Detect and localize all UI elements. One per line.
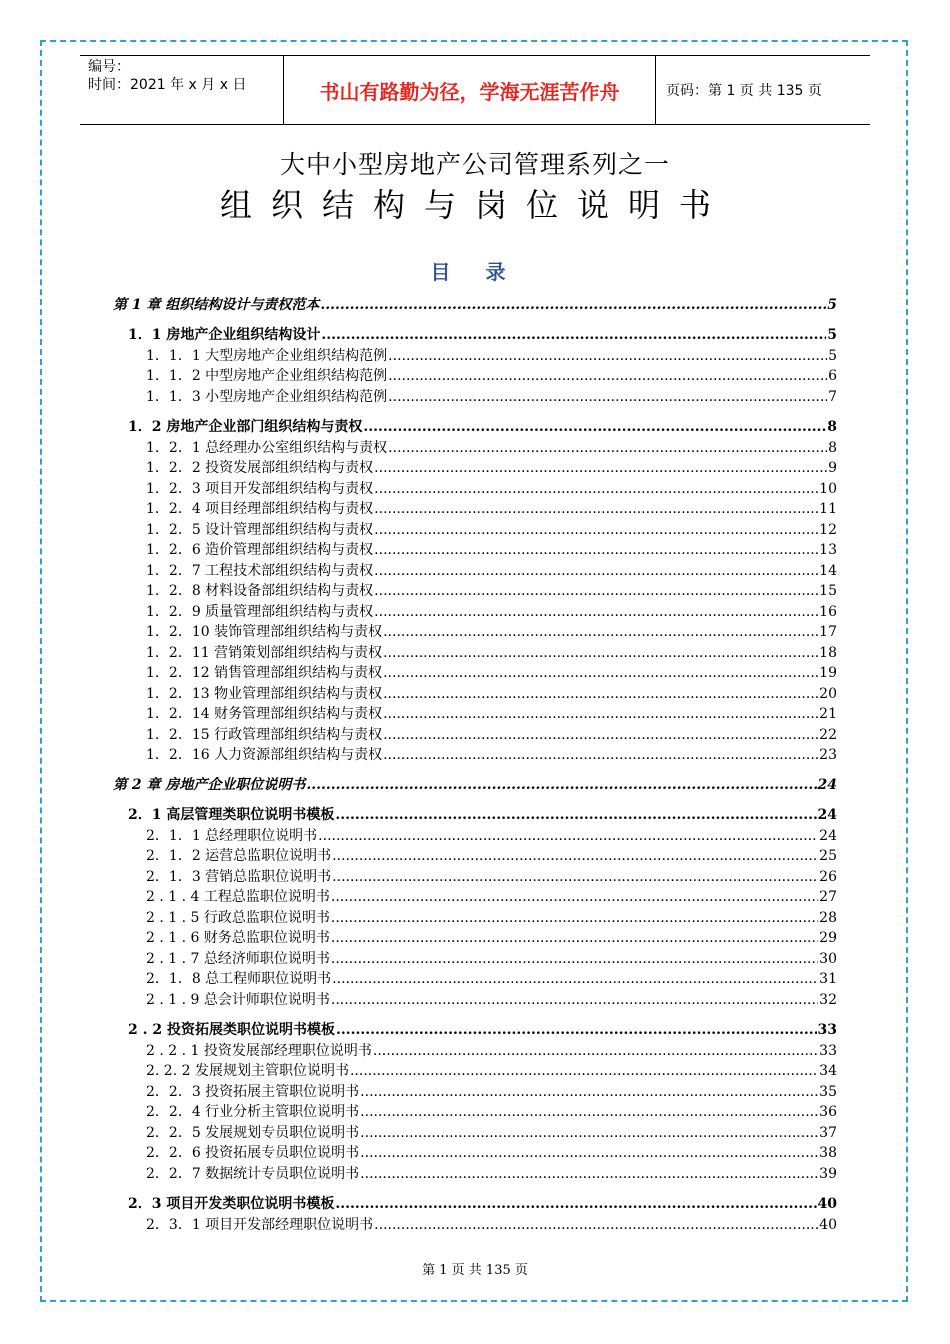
toc-entry-label: 1．2 房地产企业部门组织结构与责权 [128, 419, 363, 435]
toc-entry-page: 8 [827, 419, 837, 435]
document-number-label: 编号： [88, 59, 130, 75]
toc-leader-dots [388, 440, 827, 456]
toc-entry-page: 13 [819, 542, 837, 558]
toc-entry-page: 6 [828, 368, 837, 384]
toc-entry[interactable] [146, 437, 837, 457]
page-footer: 第 1 页 共 135 页 [422, 1263, 528, 1278]
toc-entry[interactable] [128, 324, 837, 344]
toc-leader-dots [374, 1217, 818, 1233]
toc-entry[interactable] [146, 1214, 837, 1234]
toc-entry-label: 2．1．2 运营总监职位说明书 [146, 848, 332, 864]
toc-entry-label: 2．1．8 总工程师职位说明书 [146, 971, 332, 987]
toc-entry[interactable] [146, 1101, 837, 1121]
toc-entry-page: 24 [817, 777, 837, 793]
toc-entry-page: 38 [819, 1145, 837, 1161]
toc-entry-label: 第 1 章 组织结构设计与责权范本 [113, 297, 320, 313]
toc-entry-label: 1．2．5 设计管理部组织结构与责权 [146, 522, 374, 538]
toc-entry-page: 23 [819, 747, 837, 763]
toc-entry-label: 2．3 项目开发类职位说明书模板 [128, 1196, 335, 1212]
toc-entry[interactable] [146, 1122, 837, 1142]
toc-entry[interactable] [146, 1081, 837, 1101]
toc-entry-page: 25 [819, 848, 837, 864]
toc-leader-dots [360, 1084, 818, 1100]
toc-entry-label: 1．1．2 中型房地产企业组织结构范例 [146, 368, 388, 384]
toc-entry-page: 30 [819, 951, 837, 967]
toc-entry-label: 1．1 房地产企业组织结构设计 [128, 327, 321, 343]
toc-leader-dots [383, 645, 818, 661]
toc-leader-dots [374, 542, 818, 558]
toc-entry-page: 5 [827, 327, 837, 343]
toc-leader-dots [374, 583, 818, 599]
toc-entry-page: 40 [817, 1196, 837, 1212]
toc-entry[interactable] [146, 457, 837, 477]
toc-entry[interactable] [128, 804, 837, 824]
toc-entry[interactable] [128, 1019, 837, 1039]
toc-entry-label: 2．2．4 行业分析主管职位说明书 [146, 1104, 360, 1120]
toc-leader-dots [360, 1125, 818, 1141]
toc-entry[interactable] [146, 386, 837, 406]
toc-entry-label: 2．3．1 项目开发部经理职位说明书 [146, 1217, 374, 1233]
toc-entry[interactable] [146, 989, 837, 1009]
toc-leader-dots [335, 807, 816, 823]
toc-entry-label: 1．1．1 大型房地产企业组织结构范例 [146, 348, 388, 364]
toc-entry-page: 15 [819, 583, 837, 599]
toc-leader-dots [388, 368, 827, 384]
toc-entry[interactable] [146, 1060, 837, 1080]
toc-entry-page: 20 [819, 686, 837, 702]
toc-leader-dots [318, 828, 818, 844]
toc-entry-page: 27 [819, 889, 837, 905]
toc-leader-dots [374, 604, 818, 620]
document-title: 组织结构与岗位说明书 [219, 186, 730, 224]
document-subtitle: 大中小型房地产公司管理系列之一 [279, 150, 670, 179]
toc-leader-dots [388, 348, 827, 364]
toc-leader-dots [360, 1166, 818, 1182]
toc-leader-dots [383, 727, 818, 743]
toc-entry-page: 11 [819, 501, 837, 517]
toc-entry[interactable] [146, 866, 837, 886]
toc-entry-page: 35 [819, 1084, 837, 1100]
toc-entry-page: 21 [819, 706, 837, 722]
toc-entry[interactable] [146, 601, 837, 621]
toc-leader-dots [373, 1043, 818, 1059]
toc-leader-dots [331, 951, 818, 967]
toc-entry[interactable] [146, 886, 837, 906]
toc-leader-dots [383, 706, 818, 722]
toc-entry[interactable] [146, 478, 837, 498]
toc-entry-page: 39 [819, 1166, 837, 1182]
toc-leader-dots [332, 848, 818, 864]
header-meta [80, 56, 283, 124]
toc-entry-page: 18 [819, 645, 837, 661]
toc-leader-dots [331, 910, 818, 926]
toc-entry-page: 19 [819, 665, 837, 681]
toc-entry-label: 2 . 2 . 1 投资发展部经理职位说明书 [146, 1043, 372, 1059]
toc-entry-label: 2 . 1 . 7 总经济师职位说明书 [146, 951, 330, 967]
toc-entry[interactable] [128, 416, 837, 436]
toc-entry[interactable] [146, 580, 837, 600]
toc-entry-page: 31 [819, 971, 837, 987]
toc-leader-dots [383, 665, 818, 681]
toc-entry-label: 1．2．1 总经理办公室组织结构与责权 [146, 440, 388, 456]
toc-entry-label: 1．2．8 材料设备部组织结构与责权 [146, 583, 374, 599]
toc-entry-label: 1．2．4 项目经理部组织结构与责权 [146, 501, 374, 517]
toc-entry-label: 1．2．6 造价管理部组织结构与责权 [146, 542, 374, 558]
toc-leader-dots [321, 327, 826, 343]
toc-entry-label: 1．2．7 工程技术部组织结构与责权 [146, 563, 374, 579]
toc-leader-dots [331, 992, 818, 1008]
toc-entry[interactable] [146, 1040, 837, 1060]
toc-entry[interactable] [128, 1193, 837, 1213]
toc-entry-page: 10 [819, 481, 837, 497]
toc-entry-label: 2．1．3 营销总监职位说明书 [146, 869, 332, 885]
toc-entry[interactable] [146, 519, 837, 539]
toc-entry-page: 8 [828, 440, 837, 456]
toc-leader-dots [383, 686, 818, 702]
toc-leader-dots [306, 777, 816, 793]
toc-entry[interactable] [146, 744, 837, 764]
toc-entry-page: 34 [819, 1063, 837, 1079]
toc-entry[interactable] [113, 774, 837, 794]
toc-entry[interactable] [146, 825, 837, 845]
page-header [80, 55, 870, 125]
toc-leader-dots [383, 747, 818, 763]
toc-entry-page: 16 [819, 604, 837, 620]
header-page-info: 页码：第 1 页 共 135 页 [666, 83, 822, 99]
toc-leader-dots [335, 1196, 816, 1212]
toc-entry-label: 2．1．1 总经理职位说明书 [146, 828, 318, 844]
toc-entry[interactable] [146, 1163, 837, 1183]
toc-entry-label: 2 . 1 . 5 行政总监职位说明书 [146, 910, 330, 926]
toc-entry-page: 37 [819, 1125, 837, 1141]
toc-entry[interactable] [146, 948, 837, 968]
toc-entry-label: 1．2．14 财务管理部组织结构与责权 [146, 706, 383, 722]
toc-entry-label: 1．2．13 物业管理部组织结构与责权 [146, 686, 383, 702]
toc-entry-label: 1．2．11 营销策划部组织结构与责权 [146, 645, 383, 661]
toc-entry-label: 2．2．5 发展规划专员职位说明书 [146, 1125, 360, 1141]
toc-entry[interactable] [146, 724, 837, 744]
toc-entry-page: 40 [819, 1217, 837, 1233]
toc-entry-page: 26 [819, 869, 837, 885]
toc-entry-page: 22 [819, 727, 837, 743]
toc-entry[interactable] [146, 927, 837, 947]
toc-entry-label: 2．1 高层管理类职位说明书模板 [128, 807, 335, 823]
toc-entry-page: 24 [817, 807, 837, 823]
toc-leader-dots [374, 481, 818, 497]
toc-entry[interactable] [146, 683, 837, 703]
toc-entry[interactable] [146, 345, 837, 365]
toc-leader-dots [360, 1104, 818, 1120]
toc-leader-dots [383, 624, 818, 640]
toc-entry[interactable] [146, 703, 837, 723]
toc-entry-page: 17 [819, 624, 837, 640]
toc-entry[interactable] [146, 539, 837, 559]
toc-entry-page: 33 [819, 1043, 837, 1059]
toc-leader-dots [350, 1063, 818, 1079]
toc-leader-dots [374, 460, 827, 476]
toc-leader-dots [332, 971, 818, 987]
toc-entry-label: 1．2．3 项目开发部组织结构与责权 [146, 481, 374, 497]
toc-leader-dots [374, 563, 818, 579]
toc-entry-page: 33 [817, 1022, 837, 1038]
toc-entry-page: 14 [819, 563, 837, 579]
toc-entry-label: 1．2．12 销售管理部组织结构与责权 [146, 665, 383, 681]
toc-entry-label: 第 2 章 房地产企业职位说明书 [113, 777, 306, 793]
toc-leader-dots [332, 869, 818, 885]
toc-entry-label: 2 . 1 . 4 工程总监职位说明书 [146, 889, 330, 905]
toc-entry-page: 24 [819, 828, 837, 844]
toc-entry-label: 2 . 1 . 6 财务总监职位说明书 [146, 930, 330, 946]
toc-entry-page: 32 [819, 992, 837, 1008]
toc-entry-page: 5 [827, 297, 837, 313]
toc-entry[interactable] [146, 642, 837, 662]
toc-entry-page: 12 [819, 522, 837, 538]
toc-leader-dots [336, 1022, 817, 1038]
toc-entry[interactable] [146, 845, 837, 865]
toc-leader-dots [374, 501, 818, 517]
toc-entry[interactable] [146, 365, 837, 385]
toc-entry[interactable] [146, 907, 837, 927]
toc-leader-dots [360, 1145, 818, 1161]
toc-entry-label: 1．2．10 装饰管理部组织结构与责权 [146, 624, 383, 640]
toc-entry-label: 2 . 1 . 9 总会计师职位说明书 [146, 992, 330, 1008]
toc-entry-label: 2 . 2 投资拓展类职位说明书模板 [128, 1022, 335, 1038]
toc-entry[interactable] [146, 968, 837, 988]
toc-entry[interactable] [146, 560, 837, 580]
toc-leader-dots [320, 297, 826, 313]
toc-entry[interactable] [146, 621, 837, 641]
toc-heading: 目 录 [430, 260, 520, 284]
header-motto: 书山有路勤为径，学海无涯苦作舟 [283, 56, 656, 124]
toc-leader-dots [374, 522, 818, 538]
toc-leader-dots [363, 419, 826, 435]
toc-entry-page: 9 [828, 460, 837, 476]
toc-entry[interactable] [146, 662, 837, 682]
toc-entry-label: 1．2．2 投资发展部组织结构与责权 [146, 460, 374, 476]
toc-entry-label: 1．2．15 行政管理部组织结构与责权 [146, 727, 383, 743]
toc-entry-label: 1．2．9 质量管理部组织结构与责权 [146, 604, 374, 620]
toc-entry[interactable] [146, 1142, 837, 1162]
toc-entry-label: 1．1．3 小型房地产企业组织结构范例 [146, 389, 388, 405]
toc-entry-label: 2．2．6 投资拓展专员职位说明书 [146, 1145, 360, 1161]
toc-leader-dots [388, 389, 827, 405]
toc-entry[interactable] [146, 498, 837, 518]
toc-entry-page: 36 [819, 1104, 837, 1120]
toc-entry-page: 7 [828, 389, 837, 405]
toc-entry-page: 29 [819, 930, 837, 946]
document-time-label: 时间：2021 年 x 月 x 日 [88, 77, 247, 93]
toc-entry-page: 5 [828, 348, 837, 364]
toc-leader-dots [331, 930, 818, 946]
toc-entry-label: 2．2．7 数据统计专员职位说明书 [146, 1166, 360, 1182]
toc-entry-label: 2．2．3 投资拓展主管职位说明书 [146, 1084, 360, 1100]
toc-leader-dots [331, 889, 818, 905]
toc-entry-page: 28 [819, 910, 837, 926]
toc-entry[interactable] [113, 294, 837, 314]
toc-entry-label: 2. 2. 2 发展规划主管职位说明书 [146, 1063, 349, 1079]
toc-entry-label: 1．2．16 人力资源部组织结构与责权 [146, 747, 383, 763]
